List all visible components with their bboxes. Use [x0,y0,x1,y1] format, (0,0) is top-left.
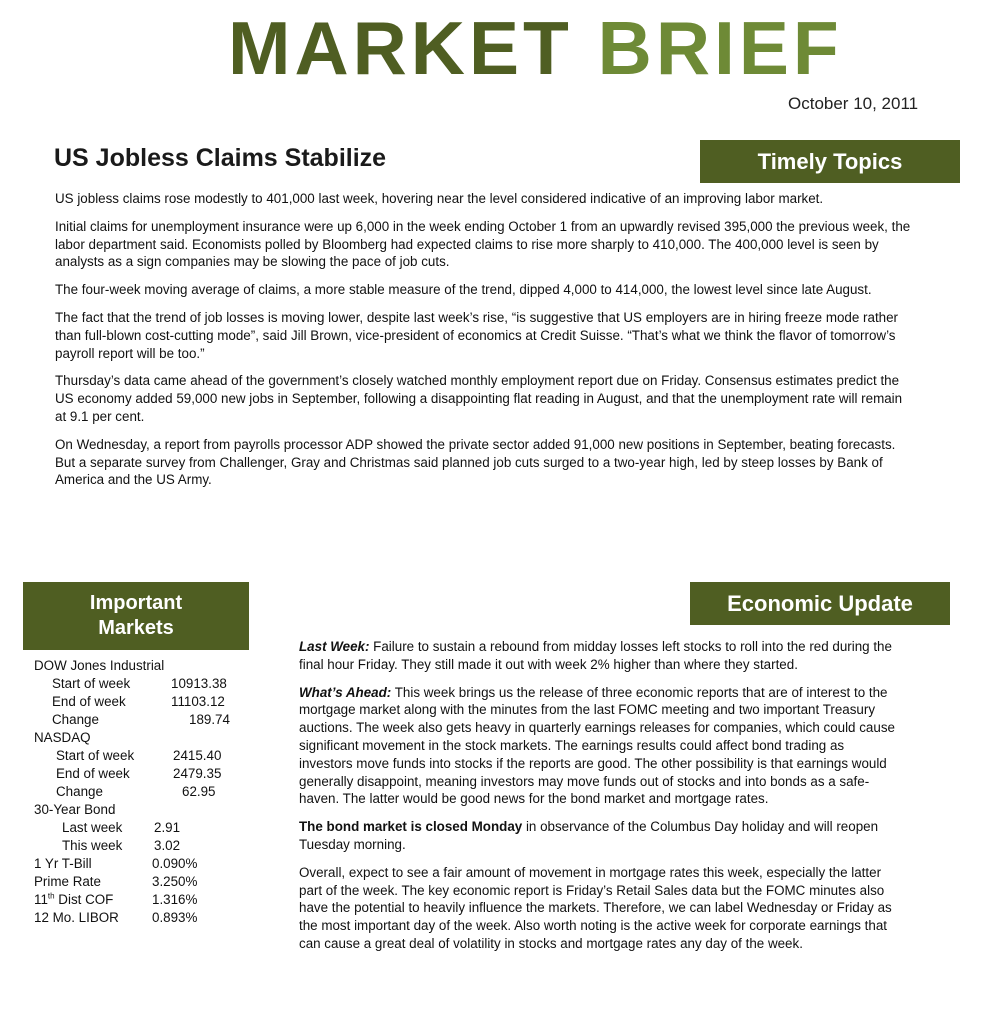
article-paragraph: Thursday’s data came ahead of the government’s closely watched monthly employment report due on Friday. Consensus estimates predict the US economy added 59,000 new jobs in September, following a disappointing flat reading in August, and that the unemployment rate will remain at 9.1 per cent. [55,373,903,424]
dow-change-row [34,711,264,729]
bond-this-row [34,837,264,855]
nasdaq-label: NASDAQ [34,730,91,745]
tbill-row [34,855,264,873]
article-body [55,190,913,499]
nasdaq-start-label: Start of week [56,748,135,763]
bond-label: 30-Year Bond [34,802,116,817]
nasdaq-change-value: 62.95 [182,784,216,799]
article-headline: US Jobless Claims Stabilize [54,144,387,172]
article-paragraph: The fact that the trend of job losses is moving lower, despite last week’s rise, “is suggestive that US employers are in hiring freeze mode rather than full-blown cost-cutting mode”, said Jill Brown, vice-president of economics at Credit Suisse. “That’s what we think the flavor of tomorrow’s payroll report will be too.” [55,309,899,361]
bond-last-row [34,819,264,837]
important-markets-line2: Markets [98,617,174,639]
article-paragraph: Initial claims for unemployment insurance were up 6,000 in the week ending October 1 from an upwardly revised 395,000 the previous week, the labor department said. Economists polled by Bloomberg had expected claims to rise more sharply to 410,000. The 400,000 level is seen by analysts as a sign companies may be slowing the pace of job cuts. [55,218,911,270]
prime-value: 3.250% [152,874,198,889]
dow-header-row [34,657,264,675]
economic-update-banner: Economic Update [690,582,950,625]
dow-change-label: Change [52,712,99,727]
dow-end-row [34,693,264,711]
dow-start-value: 10913.38 [171,676,227,691]
important-markets-banner [23,582,249,650]
bond-closed-lead: The bond market is closed Monday [299,819,523,835]
dow-start-row [34,675,264,693]
nasdaq-header-row [34,729,264,747]
nasdaq-start-row [34,747,264,765]
cof-row [34,891,264,909]
dow-change-value: 189.74 [189,712,230,727]
cof-label: 11th Dist COF [34,891,114,907]
last-week-lead: Last Week: [299,639,370,654]
cof-value: 1.316% [152,892,198,907]
dow-end-value: 11103.12 [171,694,225,709]
nasdaq-change-label: Change [56,784,103,799]
bond-last-value: 2.91 [154,820,181,835]
tbill-label: 1 Yr T-Bill [34,856,92,871]
nasdaq-end-value: 2479.35 [173,766,222,781]
article-paragraph: The four-week moving average of claims, a more stable measure of the trend, dipped 4,000 to 414,000, the lowest level since late August. [55,282,872,298]
libor-row [34,909,264,927]
page-title [228,8,843,88]
whats-ahead-paragraph: What’s Ahead: This week brings us the release of three economic reports that are of interest to the mortgage market along with the minutes from the last FOMC meeting and two important Treasury auctions. The week also gets heavy in quarterly earnings releases for companies, which could cause significant movement in the stock markets. The earnings results could affect bond trading as investors move funds into stocks if the reports are good. The other possibility is that earnings would generally disappoint, meaning investors may move funds out of stocks and into bonds as a safe-haven. The latter would be good news for the bond market and mortgage rates. [299,684,895,807]
nasdaq-change-row [34,783,264,801]
tbill-value: 0.090% [152,856,198,871]
dow-end-label: End of week [52,694,126,709]
bond-header-row [34,801,264,819]
article-paragraph: On Wednesday, a report from payrolls processor ADP showed the private sector added 91,000 new positions in September, beating forecasts. But a separate survey from Challenger, Gray and Christmas said planned job cuts surged to a two-year high, led by steep losses by Bank of America and the US Army. [55,436,896,488]
prime-label: Prime Rate [34,874,101,889]
nasdaq-start-value: 2415.40 [173,748,222,763]
nasdaq-end-label: End of week [56,766,130,781]
nasdaq-end-row [34,765,264,783]
timely-topics-banner: Timely Topics [700,140,960,183]
overall-paragraph: Overall, expect to see a fair amount of movement in mortgage rates this week, especially the latter part of the week. The key economic report is Friday’s Retail Sales data but the FOMC minutes also have the potential to heavily influence the markets. Therefore, we can label Wednesday or Friday as the most important day of the week. Also worth noting is the active week for corporate earnings that can cause a great deal of volatility in stocks and mortgage rates any day of the week. [299,864,892,951]
dow-start-label: Start of week [52,676,131,691]
bond-this-label: This week [62,838,123,853]
article-paragraph: US jobless claims rose modestly to 401,000 last week, hovering near the level considered indicative of an improving labor market. [55,191,824,206]
markets-table [34,657,264,927]
dow-label: DOW Jones Industrial [34,658,165,673]
libor-value: 0.893% [152,910,198,925]
title-word-market: MARKET [228,6,573,90]
important-markets-line1: Important [89,592,183,614]
last-week-paragraph: Last Week: Failure to sustain a rebound from midday losses left stocks to roll into the red during the final hour Friday. They still made it out with week 2% higher than where they started. [299,639,892,672]
prime-row [34,873,264,891]
bond-this-value: 3.02 [154,838,181,853]
title-word-brief: BRIEF [597,6,843,90]
issue-date: October 10, 2011 [788,94,919,113]
libor-label: 12 Mo. LIBOR [34,910,119,925]
bond-last-label: Last week [62,820,123,835]
whats-ahead-lead: What’s Ahead: [299,684,392,700]
economic-update-body [299,638,899,963]
bond-closed-paragraph: The bond market is closed Monday in observance of the Columbus Day holiday and will reopen Tuesday morning. [299,819,879,852]
